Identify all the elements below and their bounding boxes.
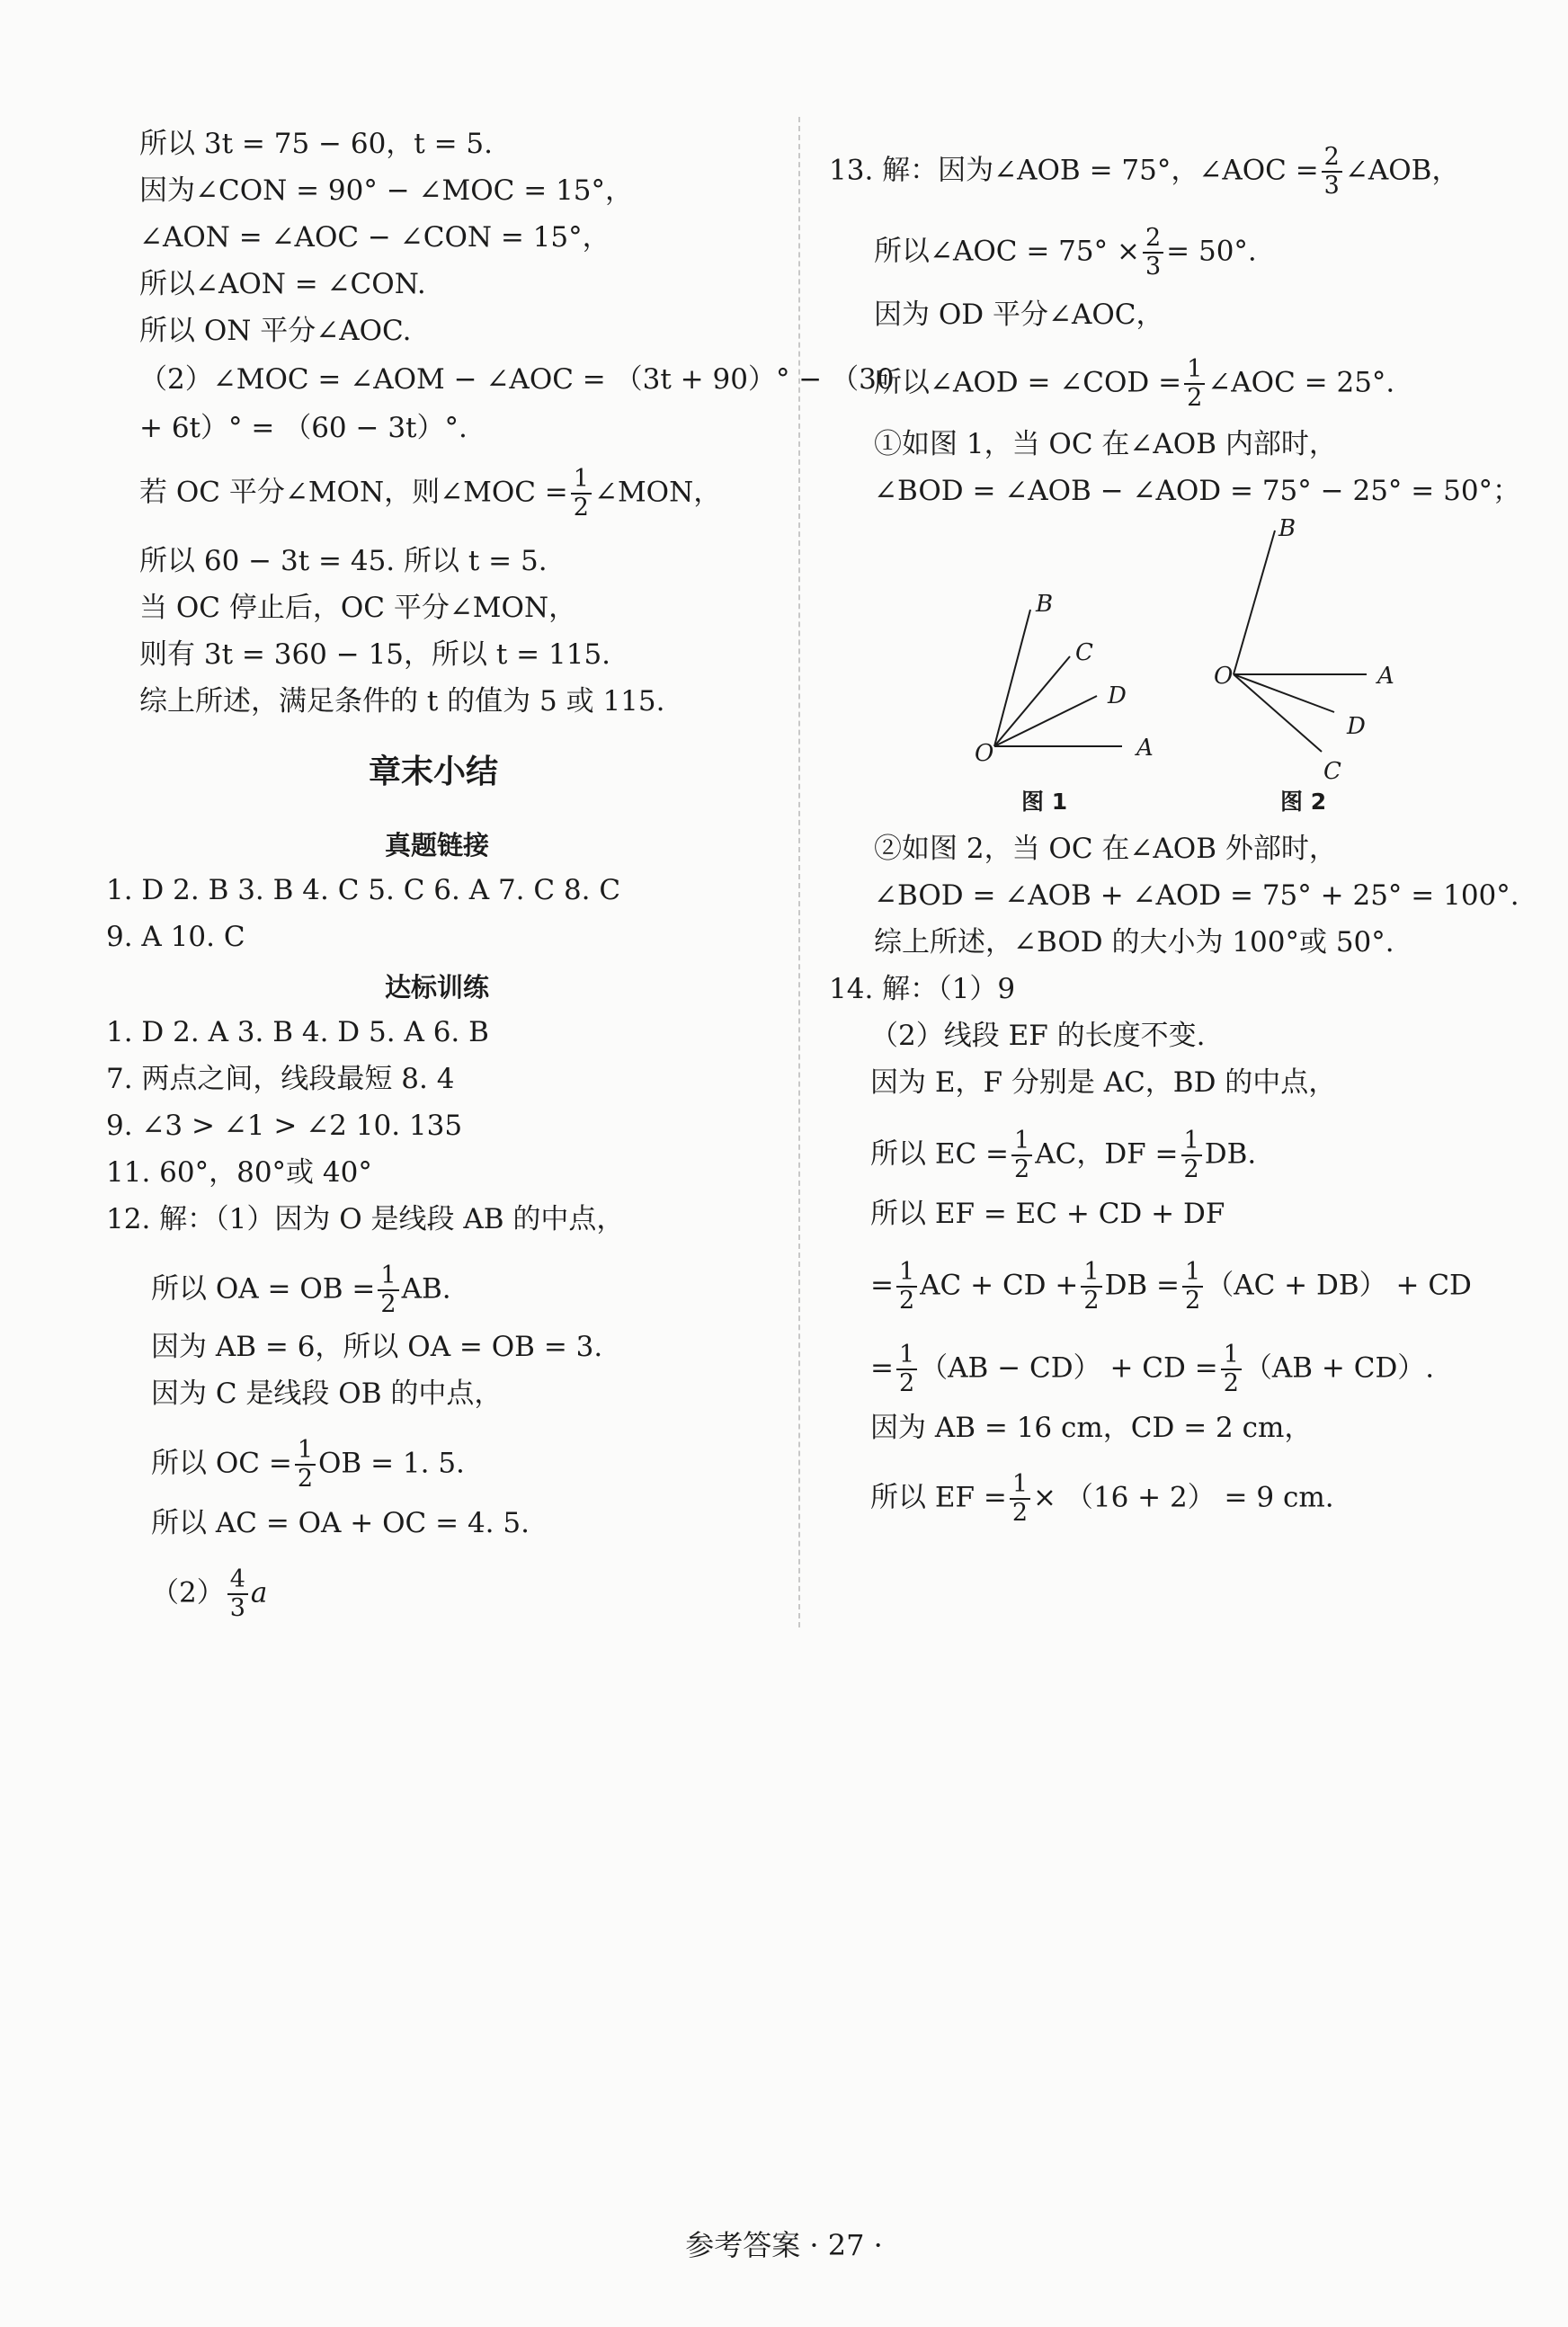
text-line: 所以∠AON = ∠CON. [139, 268, 426, 300]
equation-line: 所以 OC = $\frac{1}{2}$ OB = 1. 5. [151, 1436, 465, 1493]
fraction: $\frac{1}{2}$ [1184, 356, 1205, 412]
page-footer: 参考答案 · 27 · [685, 2228, 883, 2262]
text-line: 因为 AB = 16 cm，CD = 2 cm， [870, 1412, 1313, 1444]
equation-line: 所以∠AOC = 75° × $\frac{2}{3}$ = 50°. [874, 224, 1257, 281]
fraction: $\frac{1}{2}$ [1010, 1471, 1030, 1527]
label-o: O [975, 740, 994, 767]
answer-line: 11. 60°，80°或 40° [106, 1156, 372, 1189]
text-line: 所以 60 − 3t = 45. 所以 t = 5. [139, 545, 548, 577]
equation-line: 13. 解：因为∠AOB = 75°，∠AOC = $\frac{2}{3}$ ∠AOB， [829, 143, 1460, 200]
text-line: 因为 C 是线段 OB 的中点， [151, 1377, 503, 1410]
fraction: $\frac{1}{2}$ [378, 1262, 398, 1318]
fraction: $\frac{4}{3}$ [227, 1566, 248, 1622]
ray-od [994, 696, 1097, 746]
text-line: ∠BOD = ∠AOB + ∠AOD = 75° + 25° = 100°. [874, 879, 1519, 912]
equation-line: = $\frac{1}{2}$ （AB − CD） + CD = $\frac{1}{2}$ （AB + CD）. [870, 1341, 1435, 1397]
equation-line: 若 OC 平分∠MON，则∠MOC = $\frac{1}{2}$ ∠MON， [139, 465, 722, 522]
text-line: （2）线段 EF 的长度不变. [870, 1020, 1206, 1052]
text-line: + 6t）° = （60 − 3t）°. [139, 412, 468, 444]
equation-line: 所以 EF = $\frac{1}{2}$ × （16 + 2） = 9 cm. [870, 1470, 1334, 1527]
section-title: 真题链接 [385, 830, 490, 860]
text-line: 综上所述，满足条件的 t 的值为 5 或 115. [139, 685, 665, 718]
equation-line: （2） $\frac{4}{3}$ a [151, 1565, 268, 1622]
figure-caption: 图 1 [1021, 789, 1068, 815]
column-divider [798, 117, 800, 1627]
label-c: C [1075, 639, 1093, 666]
text-line: ②如图 2，当 OC 在∠AOB 外部时， [874, 833, 1337, 865]
text-line: 综上所述，∠BOD 的大小为 100°或 50°. [874, 926, 1394, 958]
fraction: $\frac{1}{2}$ [1011, 1128, 1032, 1183]
text-line: 所以 EF = EC + CD + DF [870, 1198, 1225, 1230]
fraction: $\frac{1}{2}$ [896, 1342, 917, 1397]
text-line: 因为∠CON = 90° − ∠MOC = 15°， [139, 174, 634, 207]
text-line: ∠AON = ∠AOC − ∠CON = 15°， [139, 221, 610, 254]
label-a: A [1377, 663, 1394, 690]
label-a: A [1136, 735, 1154, 762]
fraction: $\frac{1}{2}$ [1221, 1342, 1242, 1397]
equation-line: 所以 EC = $\frac{1}{2}$ AC，DF = $\frac{1}{2}$ DB. [870, 1127, 1257, 1183]
label-o: O [1214, 663, 1234, 690]
text-line: 当 OC 停止后，OC 平分∠MON， [139, 592, 577, 624]
equation-line: 所以 OA = OB = $\frac{1}{2}$ AB. [151, 1262, 451, 1318]
answer-line: 9. A 10. C [106, 921, 245, 953]
fraction: $\frac{1}{2}$ [1182, 1259, 1203, 1315]
equation-line: = $\frac{1}{2}$ AC + CD + $\frac{1}{2}$ DB = $\frac{1}{2}$ （AC + DB） + CD [870, 1258, 1472, 1315]
ray-oc [1234, 674, 1322, 752]
answer-line: 1. D 2. B 3. B 4. C 5. C 6. A 7. C 8. C [106, 874, 621, 906]
answer-line: 9. ∠3 > ∠1 > ∠2 10. 135 [106, 1110, 463, 1142]
label-d: D [1108, 682, 1127, 709]
text-line: 所以 AC = OA + OC = 4. 5. [151, 1507, 530, 1539]
text-line: ∠BOD = ∠AOB − ∠AOD = 75° − 25° = 50°； [874, 475, 1521, 507]
ray-ob [1234, 530, 1275, 674]
figure-2 [1214, 515, 1394, 815]
label-b: B [1036, 591, 1054, 618]
text-line: 所以 3t = 75 − 60，t = 5. [139, 128, 494, 160]
text-line: 因为 E，F 分别是 AC，BD 的中点， [870, 1066, 1337, 1099]
fraction: $\frac{2}{3}$ [1322, 144, 1342, 200]
fraction: $\frac{1}{2}$ [571, 466, 592, 522]
text-line: （2）∠MOC = ∠AOM − ∠AOC = （3t + 90）° − （30 [139, 363, 895, 396]
text-line: 14. 解：（1）9 [829, 973, 1016, 1005]
answer-line: 7. 两点之间，线段最短 8. 4 [106, 1063, 455, 1095]
text-line: 因为 OD 平分∠AOC， [874, 299, 1164, 331]
text-line: 则有 3t = 360 − 15，所以 t = 115. [139, 638, 611, 671]
label-c: C [1323, 758, 1341, 785]
answer-line: 1. D 2. A 3. B 4. D 5. A 6. B [106, 1016, 489, 1048]
section-title: 达标训练 [385, 972, 490, 1003]
label-d: D [1347, 713, 1366, 740]
fraction: $\frac{2}{3}$ [1143, 225, 1163, 281]
equation-line: 所以∠AOD = ∠COD = $\frac{1}{2}$ ∠AOC = 25°. [874, 355, 1395, 412]
fraction: $\frac{1}{2}$ [1181, 1128, 1202, 1183]
label-b: B [1278, 515, 1296, 542]
fraction: $\frac{1}{2}$ [896, 1259, 917, 1315]
answer-line: 12. 解：（1）因为 O 是线段 AB 的中点， [106, 1203, 625, 1235]
text-line: ①如图 1，当 OC 在∠AOB 内部时， [874, 428, 1337, 460]
fraction: $\frac{1}{2}$ [295, 1437, 316, 1493]
chapter-title: 章末小结 [369, 753, 499, 790]
fraction: $\frac{1}{2}$ [1081, 1259, 1101, 1315]
figure-1 [975, 591, 1154, 815]
angle-figures [953, 504, 1421, 827]
text-line: 因为 AB = 6，所以 OA = OB = 3. [151, 1331, 603, 1363]
figure-caption: 图 2 [1280, 789, 1327, 815]
ray-od [1234, 674, 1334, 712]
text-line: 所以 ON 平分∠AOC. [139, 315, 412, 347]
